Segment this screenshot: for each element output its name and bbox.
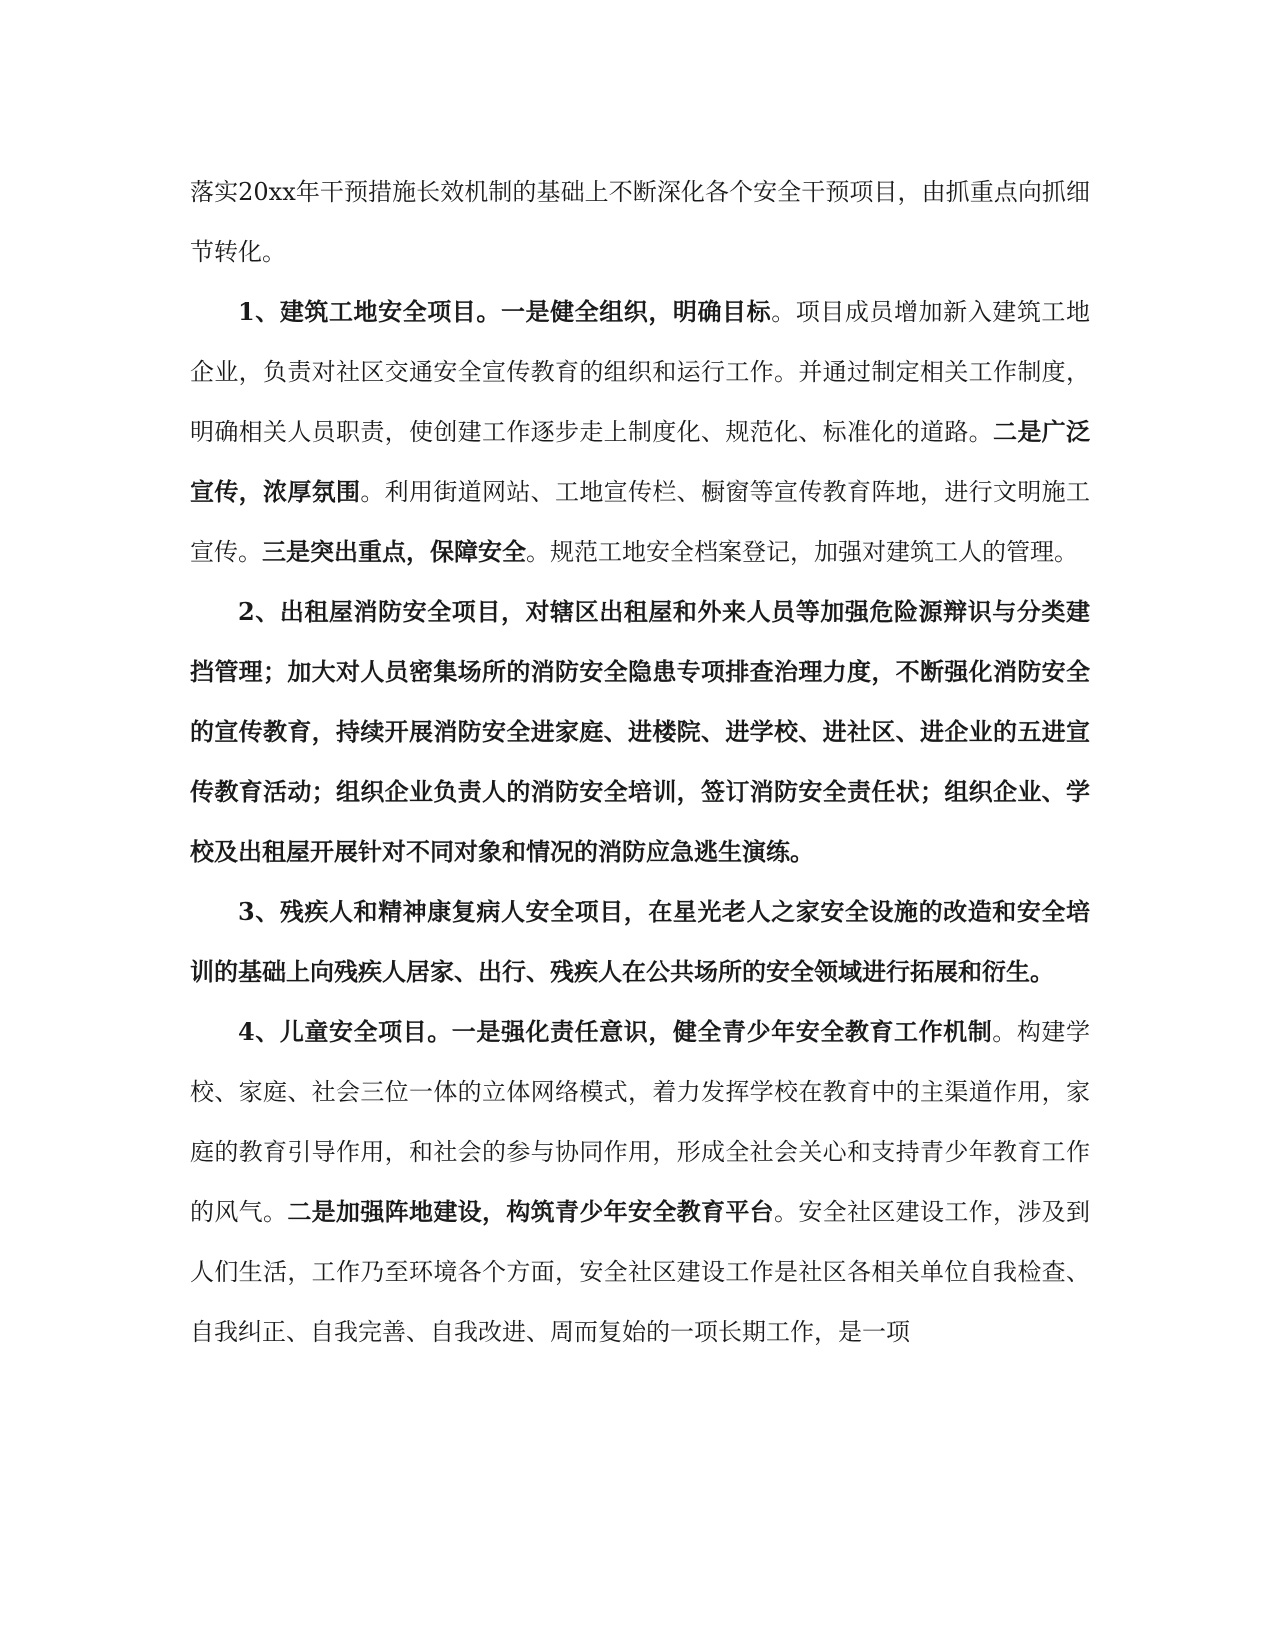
text-run: 。安全社区建设工作，涉及到人们生活，工作乃至环境各个方面，安全社区建设工作是社区各相关单位自我检查、自我纠正、自我完善、自我改进、周而复始的一项长期工作，是一项 [190,1198,1091,1346]
paragraph-rental-fire-safety [190,582,1090,882]
text-run: 3、残疾人和精神康复病人安全项目，在星光老人之家安全设施的改造和安全培训的基础上向残疾人居家、出行、残疾人在公共场所的安全领域进行拓展和衍生。 [190,897,1090,986]
text-run: 。利用街道网站、工地宣传栏、橱窗等宣传教育阵地，进行文明施工宣传。 [190,478,1091,566]
paragraph-intro [190,162,1090,282]
bold-heading-run: 1、建筑工地安全项目。一是健全组织，明确目标 [238,297,772,326]
text-run: 。项目成员增加新入建筑工地企业，负责对社区交通安全宣传教育的组织和运行工作。并通过制定相关工作制度，明确相关人员职责，使创建工作逐步走上制度化、规范化、标准化的道路。 [190,298,1090,446]
text-run: 。规范工地安全档案登记，加强对建筑工人的管理。 [526,538,1078,566]
text-run: 。构建学校、家庭、社会三位一体的立体网络模式，着力发挥学校在教育中的主渠道作用，家庭的教育引导作用，和社会的参与协同作用，形成全社会关心和支持青少年教育工作的风气。 [190,1018,1090,1226]
paragraph-construction-site [190,282,1090,582]
bold-heading-run: 二是广泛宣传，浓厚氛围 [190,417,1090,506]
text-run: 2、出租屋消防安全项目，对辖区出租屋和外来人员等加强危险源辩识与分类建挡管理；加大对人员密集场所的消防安全隐患专项排查治理力度，不断强化消防安全的宣传教育，持续开展消防安全进家庭、进楼院、进学校、进社区、进企业的五进宣传教育活动；组织企业负责人的消防安全培训，签订消防安全责任状；组织企业、学校及出租屋开展针对不同对象和情况的消防应急逃生演练。 [190,597,1090,866]
paragraph-disabled-safety [190,882,1090,1002]
document-body [190,162,1090,1362]
bold-heading-run: 4、儿童安全项目。一是强化责任意识，健全青少年安全教育工作机制 [238,1017,993,1046]
text-run: 落实20xx年干预措施长效机制的基础上不断深化各个安全干预项目，由抓重点向抓细节转化。 [190,178,1090,266]
bold-heading-run: 三是突出重点，保障安全 [262,537,526,566]
bold-heading-run: 二是加强阵地建设，构筑青少年安全教育平台 [287,1197,775,1226]
paragraph-child-safety [190,1002,1090,1362]
